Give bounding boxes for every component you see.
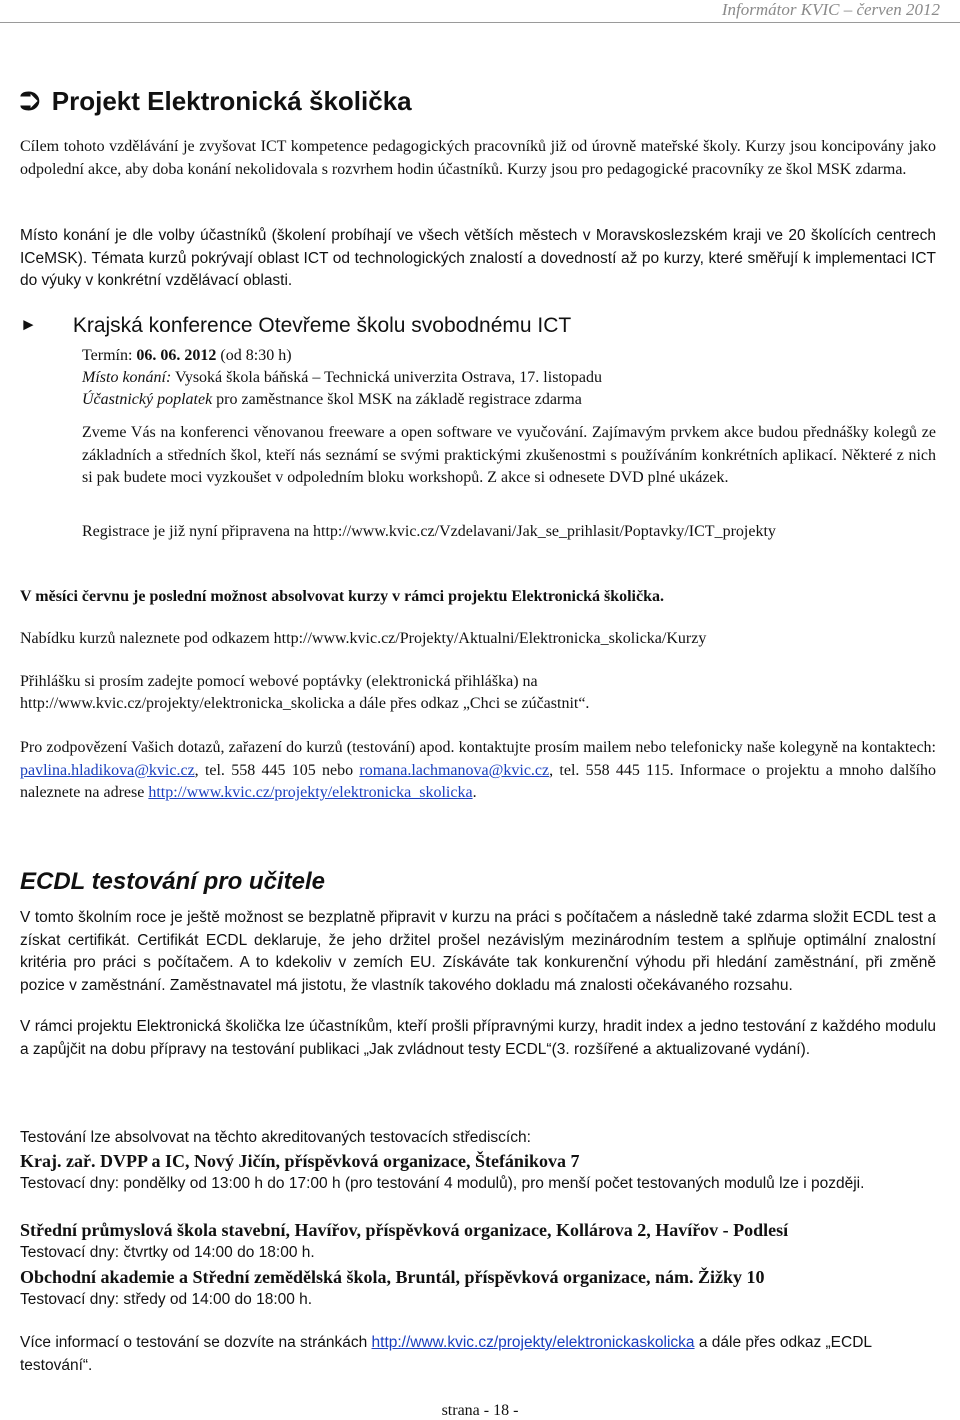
ecdl-centers-intro: Testování lze absolvovat na těchto akreditovaných testovacích střediscích: [20, 1129, 531, 1146]
page-number: strana - 18 - [441, 1402, 519, 1419]
conference-place: Místo konání: Vysoká škola báňská – Technická univerzita Ostrava, 17. listopadu [82, 369, 602, 386]
project-paragraph-1: Cílem tohoto vzdělávání je zvyšovat ICT kompetence pedagogických pracovníků již od úrovně mateřské školy. Kurzy jsou koncipovány jako odpolední akce, aby doba konání nekolidovala s rozvrhem hodin účastníků. Kurzy jsou pro pedagogické pracovníky ze škol MSK zdarma. [20, 138, 936, 178]
june-apply-line-1: Přihlášku si prosím zadejte pomocí webové poptávky (elektronická přihláška) na [20, 673, 538, 690]
center-3-days: Testovací dny: středy od 14:00 do 18:00 h. [20, 1291, 313, 1308]
june-contact: Pro zodpovězení Vašich dotazů, zařazení do kurzů (testování) apod. kontaktujte prosím mailem nebo telefonicky naše kolegyně na kontaktech: pavlina.hladikova@kvic.cz, tel. 558 445 105 nebo romana.lachmanova@kvic.cz, tel. 558 445 115. Informace o projektu a mnoho dalšího naleznete na adrese http://www.kvic.cz/projekty/elektronicka_skolicka. [20, 739, 936, 801]
center-1-name: Kraj. zař. DVPP a IC, Nový Jičín, příspěvková organizace, Štefánikova 7 [20, 1151, 580, 1171]
project-link[interactable]: http://www.kvic.cz/projekty/elektronicka_skolicka [148, 784, 473, 801]
center-2-days: Testovací dny: čtvrtky od 14:00 do 18:00 h. [20, 1244, 315, 1261]
running-title: Informátor KVIC – červen 2012 [721, 0, 940, 19]
conference-title: Krajská konference Otevřeme školu svobodnému ICT [72, 314, 572, 337]
june-announcement: V měsíci červnu je poslední možnost absolvovat kurzy v rámci projektu Elektronická školička. [20, 588, 664, 605]
conference-heading [20, 314, 571, 338]
center-3-name: Obchodní akademie a Střední zemědělská škola, Bruntál, příspěvková organizace, nám. Žižky 10 [20, 1267, 765, 1287]
conference-registration: Registrace je již nyní připravena na http://www.kvic.cz/Vzdelavani/Jak_se_prihlasit/Poptavky/ICT_projekty [82, 523, 776, 540]
conference-invite: Zveme Vás na konferenci věnovanou freeware a open software ve vyučování. Zajímavým prvkem akce budou přednášky kolegů ze základních a středních škol, kteří nás seznámí se svými praktickými zkušenostmi s používáním konkrétních aplikací. Některé z nich si pak budete moci vyzkoušet v odpoledním bloku workshopů. Z akce si odnesete DVD plné ukázek. [82, 424, 936, 486]
center-2-name: Střední průmyslová škola stavební, Havířov, příspěvková organizace, Kollárova 2, Havířov - Podlesí [20, 1220, 789, 1240]
ecdl-paragraph-2: V rámci projektu Elektronická školička lze účastníkům, kteří prošli přípravnými kurzy, hradit index a jedno testování z každého modulu a zapůjčit na dobu přípravy na testování publikaci „Jak zvládnout testy ECDL“(3. rozšířené a aktualizované vydání). [20, 1018, 936, 1058]
email-link-lachmanova[interactable]: romana.lachmanova@kvic.cz [359, 761, 550, 779]
arrow-right-icon: ⮊ [20, 86, 40, 116]
center-1-days: Testovací dny: pondělky od 13:00 h do 17:00 h (pro testování 4 modulů), pro menší počet testovaných modulů lze i později. [20, 1175, 865, 1192]
ecdl-link[interactable]: http://www.kvic.cz/projekty/elektronickaskolicka [371, 1334, 695, 1351]
header-rule [0, 22, 960, 23]
triangle-bullet-icon: ► [20, 315, 37, 334]
ecdl-paragraph-1: V tomto školním roce je ještě možnost se bezplatně připravit v kurzu na práci s počítačem a následně také zdarma složit ECDL test a získat certifikát. Certifikát ECDL deklaruje, že jeho držitel prošel nezávislým mezinárodním testem a splňuje optimální znalostní kritéria pro práci s počítačem. A to kdekoliv v zemích EU. Získáváte tak konkurenční výhodu při hledání zaměstnání, při změně pozice v zaměstnání. Zaměstnavatel má jistotu, že vlastník takového dokladu má znalosti očekávaného rozsahu. [20, 909, 936, 994]
project-paragraph-2: Místo konání je dle volby účastníků (školení probíhají ve všech větších městech v Moravskoslezském kraji ve 20 školících centrech ICeMSK). Témata kurzů pokrývají oblast ICT od technologických znalostí a dovedností až po kurzy, které směřují k implementaci ICT do výuky v konkrétní vzdělávací oblasti. [20, 227, 936, 289]
conference-term: Termín: 06. 06. 2012 (od 8:30 h) [82, 347, 292, 364]
project-heading [20, 86, 412, 118]
june-apply-line-2: http://www.kvic.cz/projekty/elektronicka_skolicka a dále přes odkaz „Chci se zúčastnit“. [20, 695, 590, 712]
conference-fee: Účastnický poplatek pro zaměstnance škol MSK na základě registrace zdarma [82, 391, 582, 408]
email-link-hladikova[interactable]: pavlina.hladikova@kvic.cz [20, 761, 195, 779]
project-title: Projekt Elektronická školička [51, 86, 412, 116]
june-offer: Nabídku kurzů naleznete pod odkazem http://www.kvic.cz/Projekty/Aktualni/Elektronicka_skolicka/Kurzy [20, 630, 707, 647]
ecdl-heading: ECDL testování pro učitele [20, 868, 325, 895]
ecdl-more-info: Více informací o testování se dozvíte na stránkách http://www.kvic.cz/projekty/elektronickaskolicka a dále přes odkaz „ECDL testování“. [20, 1334, 872, 1374]
